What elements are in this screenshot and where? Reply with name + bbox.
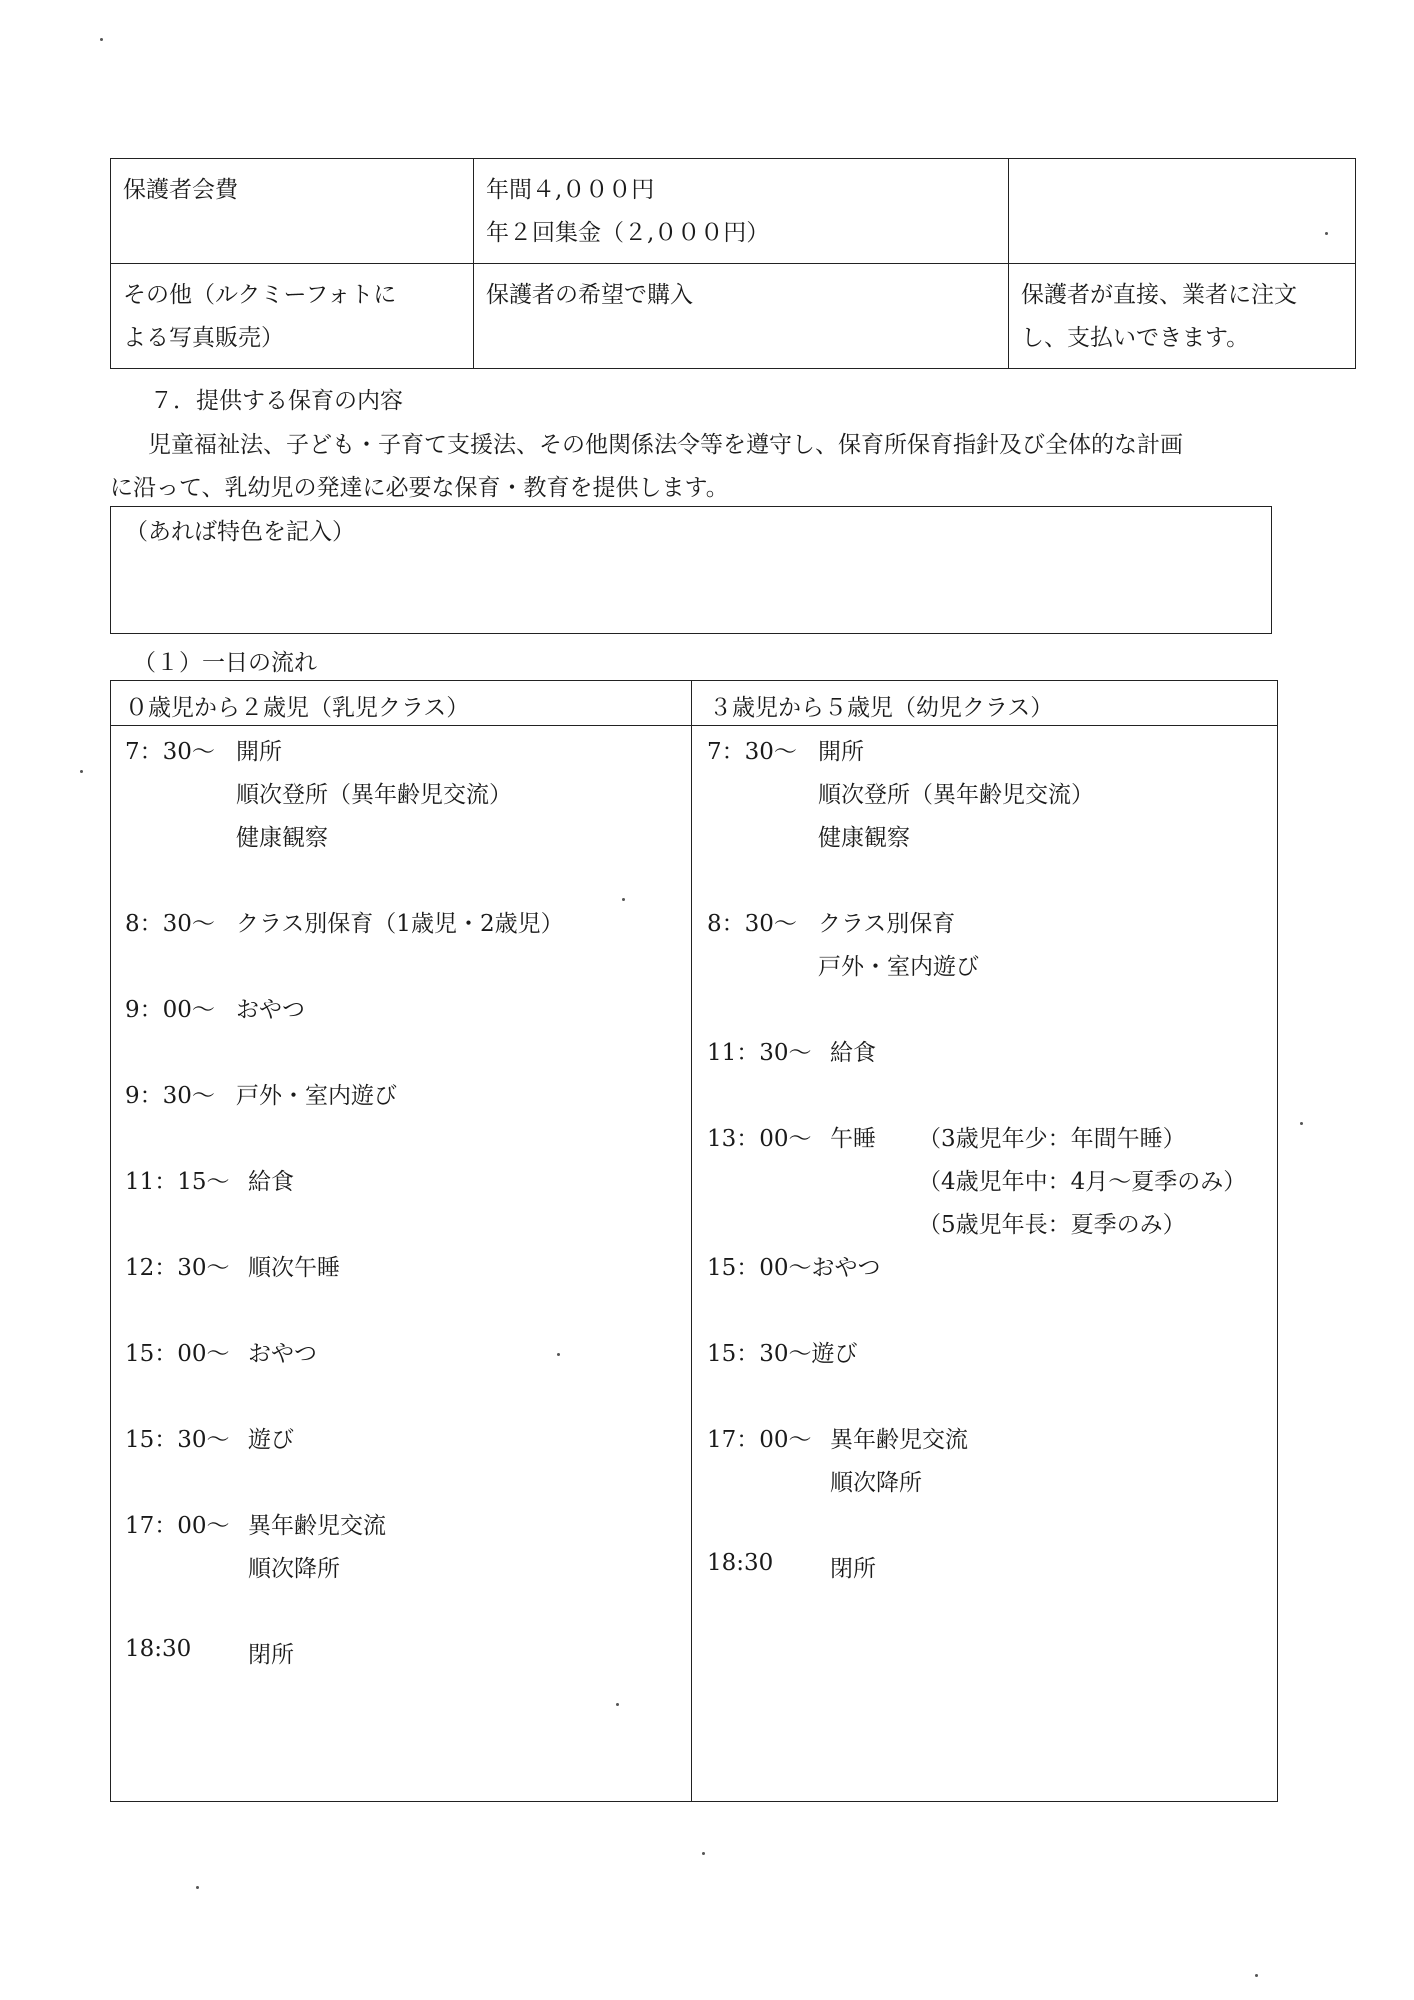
toddler-class-header: ３歳児から５歳児（幼児クラス）: [709, 695, 1054, 721]
schedule-time: 7：30～: [707, 739, 797, 765]
schedule-time: 8：30～: [125, 911, 215, 937]
fee-item-text: 保護者会費: [123, 177, 238, 203]
fee-note-cell: [1009, 264, 1356, 369]
section-paragraph: [110, 424, 1286, 510]
schedule-activity: 開所: [818, 739, 864, 765]
schedule-time: 15：30～遊び: [707, 1341, 858, 1367]
schedule-time: 15：30～: [125, 1427, 230, 1453]
scan-speck: [622, 898, 625, 901]
schedule-activity: 健康観察: [818, 825, 910, 851]
fee-item-cell: [111, 264, 474, 369]
fee-note-text: し、支払いできます。: [1021, 325, 1250, 351]
schedule-activity: 健康観察: [236, 825, 328, 851]
schedule-time: 7：30～: [125, 739, 215, 765]
schedule-activity: クラス別保育（1歳児・2歳児）: [236, 911, 564, 937]
schedule-activity: 給食: [248, 1169, 294, 1195]
schedule-activity: 午睡: [830, 1126, 876, 1152]
header-divider: [111, 725, 1277, 726]
schedule-activity: おやつ: [236, 997, 305, 1023]
schedule-time: 8：30～: [707, 911, 797, 937]
schedule-activity: 順次登所（異年齢児交流）: [236, 782, 512, 808]
fee-detail-text: 保護者の希望で購入: [486, 282, 693, 308]
fee-detail-cell: [474, 159, 1009, 264]
section-title: ７．提供する保育の内容: [150, 388, 403, 414]
schedule-activity: クラス別保育: [818, 911, 956, 937]
schedule-activity: 戸外・室内遊び: [236, 1083, 397, 1109]
feature-placeholder: （あれば特色を記入）: [125, 519, 355, 545]
schedule-time: 18:30: [707, 1550, 774, 1576]
schedule-time: 9：00～: [125, 997, 215, 1023]
schedule-activity: 開所: [236, 739, 282, 765]
schedule-time: 15：00～: [125, 1341, 230, 1367]
schedule-table: [110, 680, 1278, 1802]
scan-speck: [557, 1353, 560, 1356]
infant-class-header: ０歳児から２歳児（乳児クラス）: [125, 695, 470, 721]
schedule-time: 17：00～: [707, 1427, 812, 1453]
scan-speck: [616, 1703, 619, 1706]
schedule-activity: 異年齢児交流: [248, 1513, 386, 1539]
scan-speck: [1325, 232, 1328, 235]
fee-item-text: よる写真販売）: [123, 325, 284, 351]
fee-detail-text: 年２回集金（２,０００円）: [486, 220, 770, 246]
schedule-time: 12：30～: [125, 1255, 230, 1281]
schedule-time: 11：15～: [125, 1169, 230, 1195]
nap-note: （3歳児年少：年間午睡）: [918, 1126, 1186, 1152]
schedule-activity: 順次登所（異年齢児交流）: [818, 782, 1094, 808]
schedule-activity: 閉所: [830, 1556, 876, 1582]
schedule-time: 18:30: [125, 1636, 192, 1662]
schedule-activity: 順次降所: [248, 1556, 340, 1582]
schedule-time: 11：30～: [707, 1040, 812, 1066]
feature-box: [110, 506, 1272, 634]
schedule-title: （１）一日の流れ: [133, 650, 317, 676]
schedule-activity: 閉所: [248, 1642, 294, 1668]
schedule-time: 13：00～: [707, 1126, 812, 1152]
fee-detail-cell: [474, 264, 1009, 369]
fee-item-text: その他（ルクミーフォトに: [123, 282, 397, 308]
nap-note: （4歳児年中：4月～夏季のみ）: [918, 1169, 1247, 1195]
table-row: [111, 264, 1356, 369]
scan-speck: [100, 38, 103, 41]
scan-speck: [80, 770, 83, 773]
scan-speck: [1255, 1974, 1258, 1977]
schedule-activity: 順次降所: [830, 1470, 922, 1496]
scan-speck: [196, 1886, 199, 1889]
schedule-activity: 給食: [830, 1040, 876, 1066]
schedule-activity: 順次午睡: [248, 1255, 340, 1281]
fee-detail-text: 年間４,０００円: [486, 177, 655, 203]
schedule-activity: 遊び: [248, 1427, 294, 1453]
nap-note: （5歳児年長：夏季のみ）: [918, 1212, 1186, 1238]
table-row: [111, 159, 1356, 264]
paragraph-line: 児童福祉法、子ども・子育て支援法、その他関係法令等を遵守し、保育所保育指針及び全体的な計画: [148, 432, 1183, 458]
scan-speck: [1300, 1122, 1303, 1125]
schedule-time: 9：30～: [125, 1083, 215, 1109]
schedule-time: 17：00～: [125, 1513, 230, 1539]
schedule-activity: 戸外・室内遊び: [818, 954, 979, 980]
schedule-time: 15：00～おやつ: [707, 1255, 881, 1281]
fees-table: [110, 158, 1356, 369]
scan-speck: [702, 1852, 705, 1855]
paragraph-line: に沿って、乳幼児の発達に必要な保育・教育を提供します。: [110, 475, 729, 501]
fee-item-cell: [111, 159, 474, 264]
fee-note-cell: [1009, 159, 1356, 264]
fee-note-text: 保護者が直接、業者に注文: [1021, 282, 1297, 308]
column-divider: [691, 681, 692, 1801]
schedule-activity: おやつ: [248, 1341, 317, 1367]
schedule-activity: 異年齢児交流: [830, 1427, 968, 1453]
